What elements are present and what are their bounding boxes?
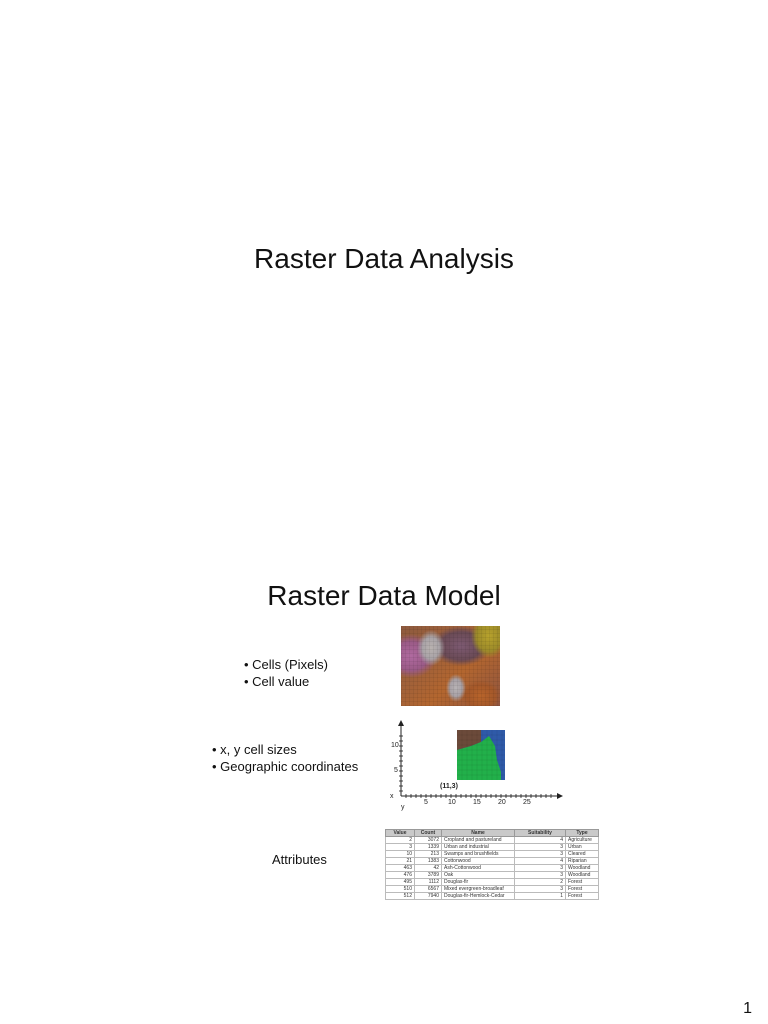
cell-grid xyxy=(457,730,505,780)
table-row xyxy=(386,837,599,844)
table-cell: Forest xyxy=(566,893,599,900)
table-cell: Mixed evergreen-broadleaf xyxy=(442,886,515,893)
y-tick-label: 10 xyxy=(391,742,399,749)
bullet-list-cells xyxy=(244,656,328,690)
table-cell: 510 xyxy=(386,886,415,893)
bullet-item: • Cells (Pixels) xyxy=(244,656,328,673)
table-cell: 3 xyxy=(515,886,566,893)
x-tick-label: 5 xyxy=(424,799,428,806)
table-cell: Cropland and pastureland xyxy=(442,837,515,844)
table-row xyxy=(386,893,599,900)
table-row xyxy=(386,879,599,886)
table-row xyxy=(386,872,599,879)
table-cell: 3 xyxy=(515,851,566,858)
x-tick-label: 25 xyxy=(523,799,531,806)
table-cell: Forest xyxy=(566,879,599,886)
x-tick-label: 15 xyxy=(473,799,481,806)
table-header-row xyxy=(386,830,599,837)
table-cell: 1339 xyxy=(415,844,442,851)
table-cell: 3 xyxy=(386,844,415,851)
table-cell: Cottonwood xyxy=(442,858,515,865)
bullet-item: • Geographic coordinates xyxy=(212,758,358,775)
slide-title-raster-data-model: Raster Data Model xyxy=(267,580,501,611)
table-cell: Forest xyxy=(566,886,599,893)
table-cell: 463 xyxy=(386,865,415,872)
table-cell: Ash-Cottonwood xyxy=(442,865,515,872)
table-cell: Urban xyxy=(566,844,599,851)
x-axis-arrow xyxy=(557,793,563,799)
table-cell: Woodland xyxy=(566,872,599,879)
table-cell: 512 xyxy=(386,893,415,900)
table-cell: Swamps and brushfields xyxy=(442,851,515,858)
column-header: Count xyxy=(415,830,442,837)
x-tick-label: 10 xyxy=(448,799,456,806)
table-cell: Woodland xyxy=(566,865,599,872)
table-cell: 7940 xyxy=(415,893,442,900)
column-header: Name xyxy=(442,830,515,837)
table-cell: 1112 xyxy=(415,879,442,886)
table-cell: 2 xyxy=(515,879,566,886)
table-cell: 21 xyxy=(386,858,415,865)
table-cell: Cleared xyxy=(566,851,599,858)
y-axis-label: y xyxy=(401,804,405,811)
table-cell: 1383 xyxy=(415,858,442,865)
table-cell: 6567 xyxy=(415,886,442,893)
table-cell: Douglas-fir-Hemlock-Cedar xyxy=(442,893,515,900)
table-cell: 4 xyxy=(515,858,566,865)
x-axis-label: x xyxy=(390,793,394,800)
table-cell: 3 xyxy=(515,865,566,872)
table-row xyxy=(386,851,599,858)
table-cell: 4 xyxy=(515,837,566,844)
bullet-item: • x, y cell sizes xyxy=(212,741,358,758)
attributes-label: Attributes xyxy=(272,852,327,867)
table-row xyxy=(386,886,599,893)
origin-label: (11,3) xyxy=(440,783,458,790)
table-cell: 3 xyxy=(515,872,566,879)
bullet-item: • Cell value xyxy=(244,673,328,690)
table-cell: 1 xyxy=(515,893,566,900)
table-cell: 10 xyxy=(386,851,415,858)
raster-image xyxy=(401,626,500,706)
table-cell: Douglas-fir xyxy=(442,879,515,886)
table-cell: 2 xyxy=(386,837,415,844)
table-cell: 3789 xyxy=(415,872,442,879)
table-cell: Agriculture xyxy=(566,837,599,844)
column-header: Value xyxy=(386,830,415,837)
cell-grid-figure xyxy=(385,720,565,812)
x-tick-label: 20 xyxy=(498,799,506,806)
page-number: 1 xyxy=(743,1000,752,1017)
table-row xyxy=(386,865,599,872)
y-axis-arrow xyxy=(398,720,404,726)
table-cell: Urban and industrial xyxy=(442,844,515,851)
table-row xyxy=(386,858,599,865)
column-header: Type xyxy=(566,830,599,837)
table-cell: 42 xyxy=(415,865,442,872)
attribute-table xyxy=(385,829,599,900)
y-tick-label: 5 xyxy=(394,767,398,774)
table-cell: 213 xyxy=(415,851,442,858)
bullet-list-coordinates xyxy=(212,741,358,775)
table-cell: Oak xyxy=(442,872,515,879)
slide-title-raster-data-analysis: Raster Data Analysis xyxy=(254,243,514,274)
table-cell: 495 xyxy=(386,879,415,886)
table-cell: Riparian xyxy=(566,858,599,865)
table-row xyxy=(386,844,599,851)
column-header: Suitability xyxy=(515,830,566,837)
table-cell: 476 xyxy=(386,872,415,879)
table-cell: 3 xyxy=(515,844,566,851)
table-cell: 3072 xyxy=(415,837,442,844)
